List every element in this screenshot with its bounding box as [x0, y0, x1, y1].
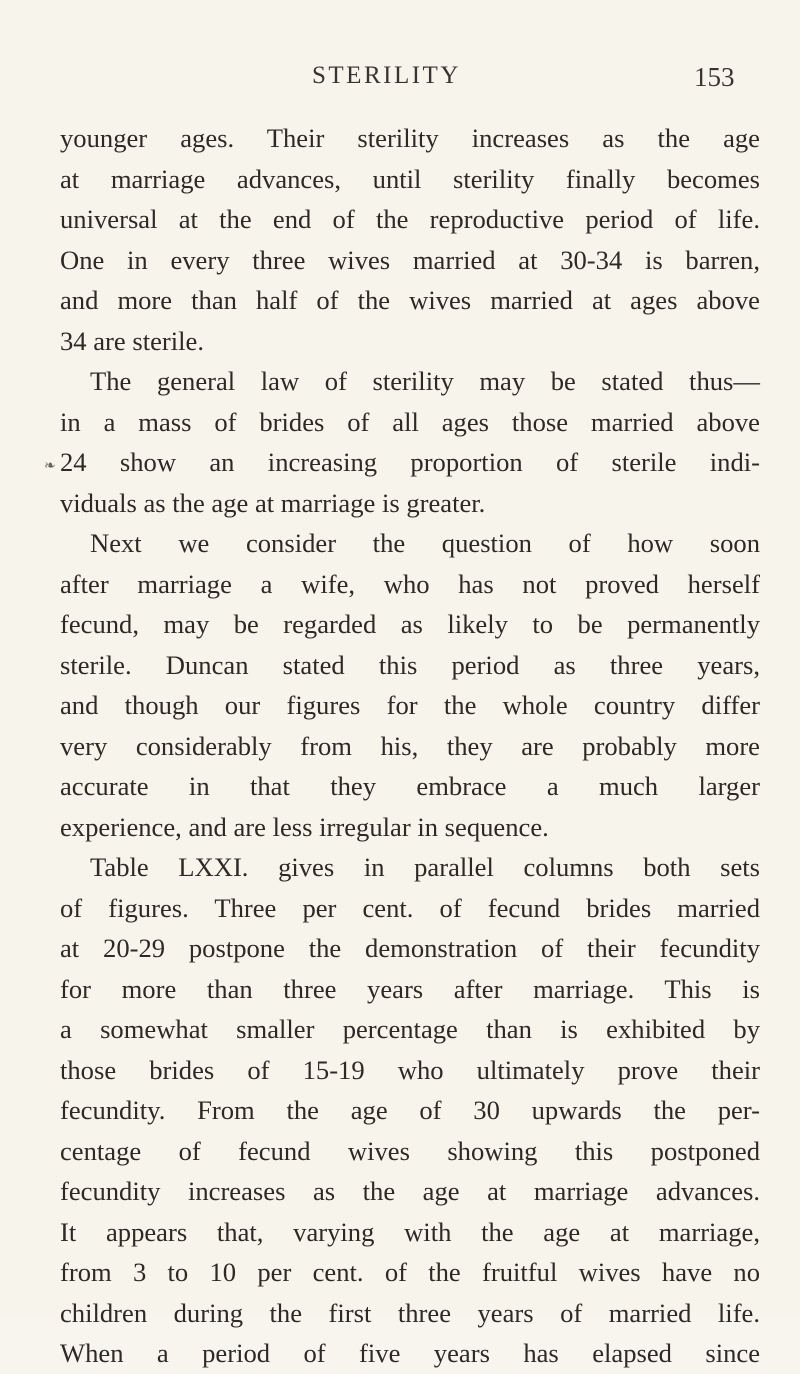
text-line: and more than half of the wives married at ages above: [60, 285, 760, 315]
text-line: for more than three years after marriage. This is: [60, 973, 760, 1004]
text-line: those brides of 15-19 who ultimately prove their: [60, 1054, 760, 1085]
text-line: One in every three wives married at 30-34 is barren,: [60, 244, 760, 275]
text-line: at marriage advances, until sterility finally becomes: [60, 163, 760, 194]
text-line: It appears that, varying with the age at marriage,: [60, 1216, 760, 1247]
text-line: viduals as the age at marriage is greater.: [60, 487, 486, 518]
text-line: after marriage a wife, who has not proved herself: [60, 568, 760, 599]
text-line: 24 show an increasing proportion of sterile indi-: [60, 447, 760, 477]
text-line: When a period of five years has elapsed since: [60, 1338, 760, 1368]
text-line: and though our figures for the whole country differ: [60, 690, 760, 720]
text-line: of figures. Three per cent. of fecund brides married: [60, 892, 760, 923]
margin-mark-icon: ❧: [44, 459, 56, 474]
text-line: fecund, may be regarded as likely to be permanently: [60, 609, 760, 639]
text-line: children during the first three years of married life.: [60, 1297, 760, 1328]
text-line: in a mass of brides of all ages those married above: [60, 406, 760, 437]
text-line: 34 are sterile.: [60, 325, 204, 356]
body-text: [60, 118, 760, 1374]
text-line: sterile. Duncan stated this period as three years,: [60, 649, 760, 680]
page-number: 153: [694, 62, 735, 92]
text-line: Next we consider the question of how soon: [90, 528, 760, 558]
text-line: very considerably from his, they are probably more: [60, 730, 760, 761]
text-line: fecundity increases as the age at marriage advances.: [60, 1176, 760, 1206]
text-line: at 20-29 postpone the demonstration of their fecundity: [60, 933, 760, 963]
text-line: universal at the end of the reproductive period of life.: [60, 204, 760, 234]
text-line: Table LXXI. gives in parallel columns both sets: [90, 852, 760, 882]
text-line: from 3 to 10 per cent. of the fruitful wives have no: [60, 1257, 760, 1287]
text-line: younger ages. Their sterility increases as the age: [60, 123, 760, 153]
running-head: STERILITY: [312, 62, 461, 89]
text-line: a somewhat smaller percentage than is exhibited by: [60, 1014, 760, 1044]
text-line: The general law of sterility may be stated thus—: [90, 366, 760, 396]
text-line: accurate in that they embrace a much larger: [60, 771, 760, 801]
text-line: centage of fecund wives showing this postponed: [60, 1135, 760, 1166]
text-line: experience, and are less irregular in sequence.: [60, 811, 549, 842]
text-line: fecundity. From the age of 30 upwards the per-: [60, 1095, 760, 1125]
page-header: [0, 62, 800, 102]
